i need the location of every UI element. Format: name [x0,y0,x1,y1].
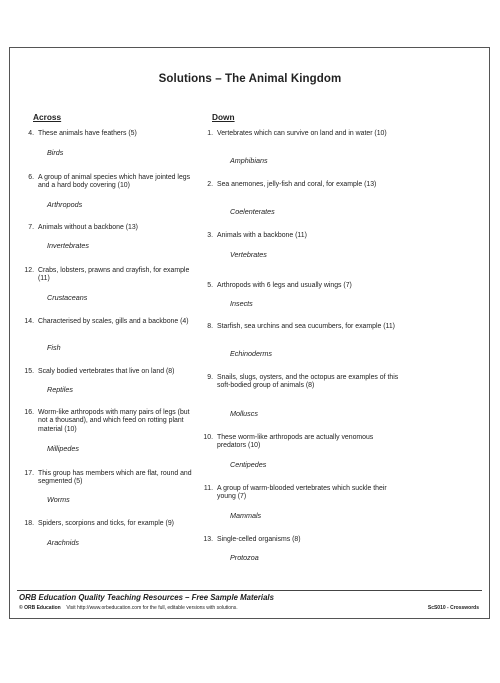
across-clue-7: 7. Animals without a backbone (13) [28,224,138,231]
across-clue-17: 17. This group has members which are flat, round and segmented (5) [24,470,192,486]
across-clue-12: 12. Crabs, lobsters, prawns and crayfish, for example (11) [24,267,190,283]
down-answer-9: Molluscs [230,409,258,418]
across-answer-16: Millipedes [47,444,79,453]
down-answer-13: Protozoa [230,553,259,562]
across-answer-18: Arachnids [47,538,79,547]
down-clue-10: 10. These worm-like arthropods are actually venomous predators (10) [203,434,374,450]
footer-divider [17,590,482,591]
across-clue-6: 6. A group of animal species which have jointed legs and a hard body covering (10) [28,174,191,190]
down-answer-2: Coelenterates [230,207,275,216]
down-clue-11: 11. A group of warm-blooded vertebrates which suckle their young (7) [203,485,387,501]
down-clue-5: 5. Arthropods with 6 legs and usually wings (7) [207,282,352,289]
down-clue-3: 3. Animals with a backbone (11) [207,232,307,239]
down-clue-2: 2. Sea anemones, jelly-fish and coral, for example (13) [207,181,377,188]
across-clue-14: 14. Characterised by scales, gills and a backbone (4) [24,318,189,325]
across-answer-6: Arthropods [47,200,83,209]
across-clue-18: 18. Spiders, scorpions and ticks, for example (9) [24,520,174,527]
footer-brand: © ORB Education [19,605,61,611]
down-answer-11: Mammals [230,511,262,520]
down-answer-1: Amphibians [230,156,268,165]
down-answer-5: Insects [230,299,253,308]
footer-note: Visit http://www.orbeducation.com for the full, editable versions with solutions. [66,605,238,611]
across-clue-4: 4. These animals have feathers (5) [28,130,137,137]
down-clue-13: 13. Single-celled organisms (8) [203,536,301,543]
across-answer-17: Worms [47,495,70,504]
down-clue-9: 9. Snails, slugs, oysters, and the octopus are examples of this soft-bodied group of animals (8) [207,374,399,390]
across-answer-12: Crustaceans [47,293,88,302]
down-answer-8: Echinoderms [230,349,272,358]
across-heading: Across [33,112,62,122]
footer-code: ScS010 - Crosswords [427,605,479,611]
footer-line [19,605,479,611]
down-answer-3: Vertebrates [230,250,267,259]
across-answer-15: Reptiles [47,385,73,394]
across-answer-7: Invertebrates [47,241,89,250]
across-clue-16: 16. Worm-like arthropods with many pairs of legs (but not a thousand), and which feed on rotting plant material (10) [24,409,190,433]
across-answer-4: Birds [47,148,64,157]
page-title: Solutions – The Animal Kingdom [158,73,342,85]
footer-title: ORB Education Quality Teaching Resources – Free Sample Materials [19,593,274,602]
down-answer-10: Centipedes [230,460,267,469]
down-heading: Down [212,112,235,122]
across-clue-15: 15. Scaly bodied vertebrates that live on land (8) [24,368,175,375]
down-clue-8: 8. Starfish, sea urchins and sea cucumbers, for example (11) [207,323,395,330]
across-answer-14: Fish [47,343,61,352]
down-clue-1: 1. Vertebrates which can survive on land and in water (10) [207,130,387,137]
